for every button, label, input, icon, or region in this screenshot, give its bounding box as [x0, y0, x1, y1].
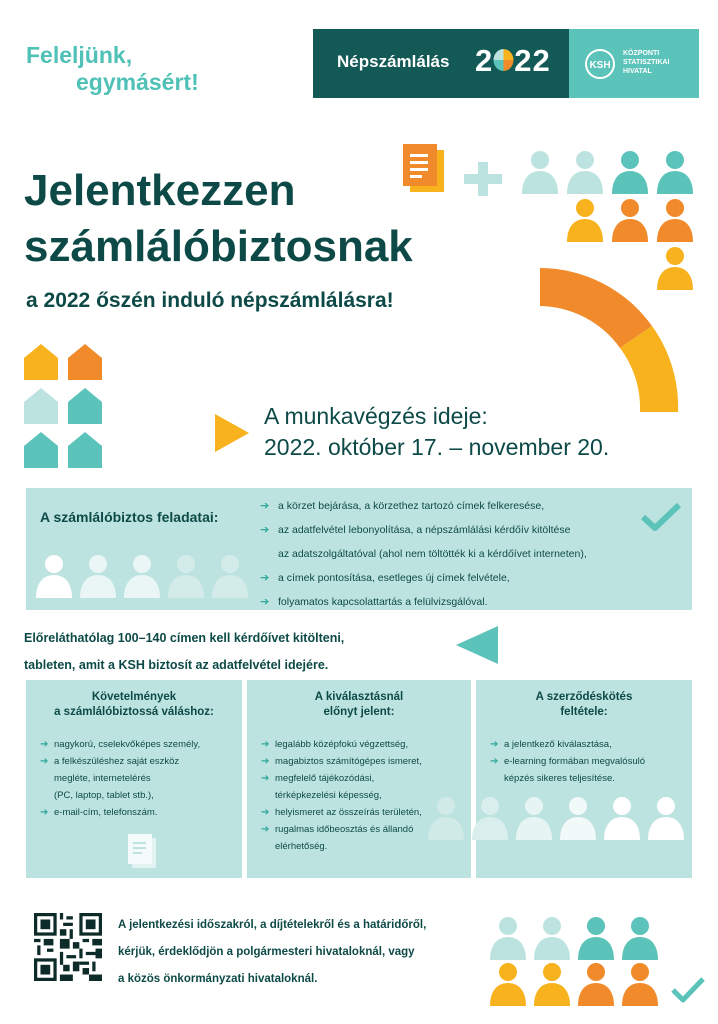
footer-line-1: A jelentkezési időszakról, a díjtételekről és a határidőről,	[118, 919, 427, 931]
tasks-title: A számlálóbiztos feladatai:	[40, 509, 219, 525]
tablet-note	[24, 625, 344, 679]
arrow-icon: ➔	[261, 807, 270, 818]
year-digit-b: 22	[514, 43, 551, 78]
ksh-name-2: STATISZTIKAI	[623, 59, 670, 66]
person-icon	[80, 555, 116, 598]
qr-code	[34, 913, 102, 981]
person-icon	[622, 917, 658, 960]
census-banner-dark	[313, 29, 569, 98]
list-item: ➔ a jelentkező kiválasztása,	[490, 736, 686, 753]
person-icon	[612, 151, 648, 194]
list-item: ➔ nagykorú, cselekvőképes személy,	[40, 736, 236, 753]
advantages-column	[247, 680, 471, 878]
list-item: ➔ a körzet bejárása, a körzethez tartozó címek felkeresése,	[260, 500, 545, 512]
list-item: ➔ legalább középfokú végzettség,	[261, 736, 465, 753]
list-item: ➔ magabiztos számítógépes ismeret,	[261, 753, 465, 770]
list-item: megléte, internetelérés	[54, 773, 151, 784]
arrow-icon: ➔	[40, 739, 49, 750]
footer-line-3: a közös önkormányzati hivataloknál.	[118, 973, 318, 985]
person-icon	[534, 963, 570, 1006]
person-icon	[567, 151, 603, 194]
person-icon	[124, 555, 160, 598]
list-item: ➔ megfelelő tájékozódási,	[261, 770, 465, 787]
list-item: térképkezelési képesség,	[275, 790, 382, 801]
person-icon	[168, 555, 204, 598]
person-icon	[516, 797, 552, 840]
list-item: ➔ a címek pontosítása, esetleges új címek felvétele,	[260, 572, 510, 584]
list-item: ➔ folyamatos kapcsolattartás a felülvizsgálóval.	[260, 596, 488, 608]
people-row-columns	[426, 796, 688, 840]
person-icon	[534, 917, 570, 960]
work-period	[264, 401, 609, 463]
arrow-icon: ➔	[261, 739, 270, 750]
person-icon	[522, 151, 558, 194]
arrow-icon: ➔	[40, 756, 49, 767]
ksh-name	[623, 49, 693, 76]
person-icon	[578, 917, 614, 960]
person-icon	[428, 797, 464, 840]
advantages-title: A kiválasztásnál előnyt jelent:	[314, 691, 404, 718]
plus-icon	[464, 162, 502, 196]
year-digit-a: 2	[475, 43, 494, 78]
play-triangle-icon	[215, 414, 249, 452]
arc-decoration	[540, 262, 690, 422]
person-icon	[578, 963, 614, 1006]
person-icon	[490, 963, 526, 1006]
work-period-dates: 2022. október 17. – november 20.	[264, 434, 610, 460]
footer-text	[118, 912, 426, 993]
arrow-icon: ➔	[261, 773, 270, 784]
requirements-list	[40, 736, 236, 821]
census-year	[475, 43, 551, 79]
pie-zero-icon	[493, 46, 514, 74]
list-item: ➔ e-mail-cím, telefonszám.	[40, 804, 236, 821]
houses-decoration	[24, 344, 106, 468]
arrow-icon: ➔	[260, 572, 270, 584]
work-period-label: A munkavégzés ideje:	[264, 403, 488, 429]
person-icon	[622, 963, 658, 1006]
note-line-2: tableten, amit a KSH biztosít az adatfelvétel idejére.	[24, 658, 329, 672]
ksh-name-1: KÖZPONTI	[623, 50, 660, 57]
page-title	[24, 163, 413, 275]
list-item: képzés sikeres teljesítése.	[504, 773, 615, 784]
left-triangle-icon	[456, 626, 498, 664]
requirements-title: Követelmények a számlálóbiztossá váláshoz:	[54, 691, 214, 718]
list-item: az adatszolgáltatóval (ahol nem töltötték ki a kérdőívet interneten),	[278, 548, 587, 560]
tasks-list	[260, 498, 680, 618]
person-icon	[567, 199, 603, 242]
ksh-name-3: HIVATAL	[623, 68, 652, 75]
slogan	[26, 42, 199, 96]
arrow-icon: ➔	[490, 739, 499, 750]
person-icon	[212, 555, 248, 598]
list-item: ➔ a felkészüléshez saját eszköz	[40, 753, 236, 770]
person-icon	[657, 199, 693, 242]
page-subtitle: a 2022 őszén induló népszámlálásra!	[26, 289, 394, 312]
person-icon	[490, 917, 526, 960]
slogan-line-1: Feleljünk,	[26, 42, 133, 68]
list-item: ➔ helyismeret az összeírás területén,	[261, 804, 465, 821]
requirements-column	[26, 680, 242, 878]
contract-column	[476, 680, 692, 878]
arrow-icon: ➔	[260, 596, 270, 608]
list-item: ➔ az adatfelvétel lebonyolítása, a népszámlálási kérdőív kitöltése	[260, 524, 571, 536]
people-group-footer	[488, 916, 663, 1008]
note-line-1: Előreláthatólag 100–140 címen kell kérdőívet kitölteni,	[24, 631, 345, 645]
checkmark-icon	[640, 502, 682, 532]
list-item: (PC, laptop, tablet stb.),	[54, 790, 154, 801]
list-item: ➔ rugalmas időbeosztás és állandó	[261, 821, 465, 838]
census-label: Népszámlálás	[337, 52, 450, 71]
person-icon	[36, 555, 72, 598]
footer-line-2: kérjük, érdeklődjön a polgármesteri hivataloknál, vagy	[118, 946, 415, 958]
list-item: elérhetőség.	[275, 841, 328, 852]
slogan-line-2: egymásért!	[76, 69, 199, 95]
person-icon	[648, 797, 684, 840]
checkmark-icon	[670, 976, 706, 1004]
document-icon	[126, 832, 160, 870]
arrow-icon: ➔	[490, 756, 499, 767]
arrow-icon: ➔	[260, 500, 270, 512]
title-line-1: Jelentkezzen	[24, 166, 296, 215]
list-item: ➔ e-learning formában megvalósuló	[490, 753, 686, 770]
arrow-icon: ➔	[260, 524, 270, 536]
title-line-2: számlálóbiztosnak	[24, 222, 413, 271]
census-banner	[313, 29, 699, 98]
ksh-logo: KSH	[585, 49, 615, 79]
contract-title: A szerződéskötés feltétele:	[535, 691, 633, 718]
ksh-banner	[569, 29, 699, 98]
person-icon	[560, 797, 596, 840]
people-row-tasks	[34, 552, 254, 598]
arrow-icon: ➔	[261, 824, 270, 835]
person-icon	[657, 151, 693, 194]
contract-list	[490, 736, 686, 787]
arrow-icon: ➔	[40, 807, 49, 818]
person-icon	[472, 797, 508, 840]
person-icon	[604, 797, 640, 840]
person-icon	[612, 199, 648, 242]
arrow-icon: ➔	[261, 756, 270, 767]
